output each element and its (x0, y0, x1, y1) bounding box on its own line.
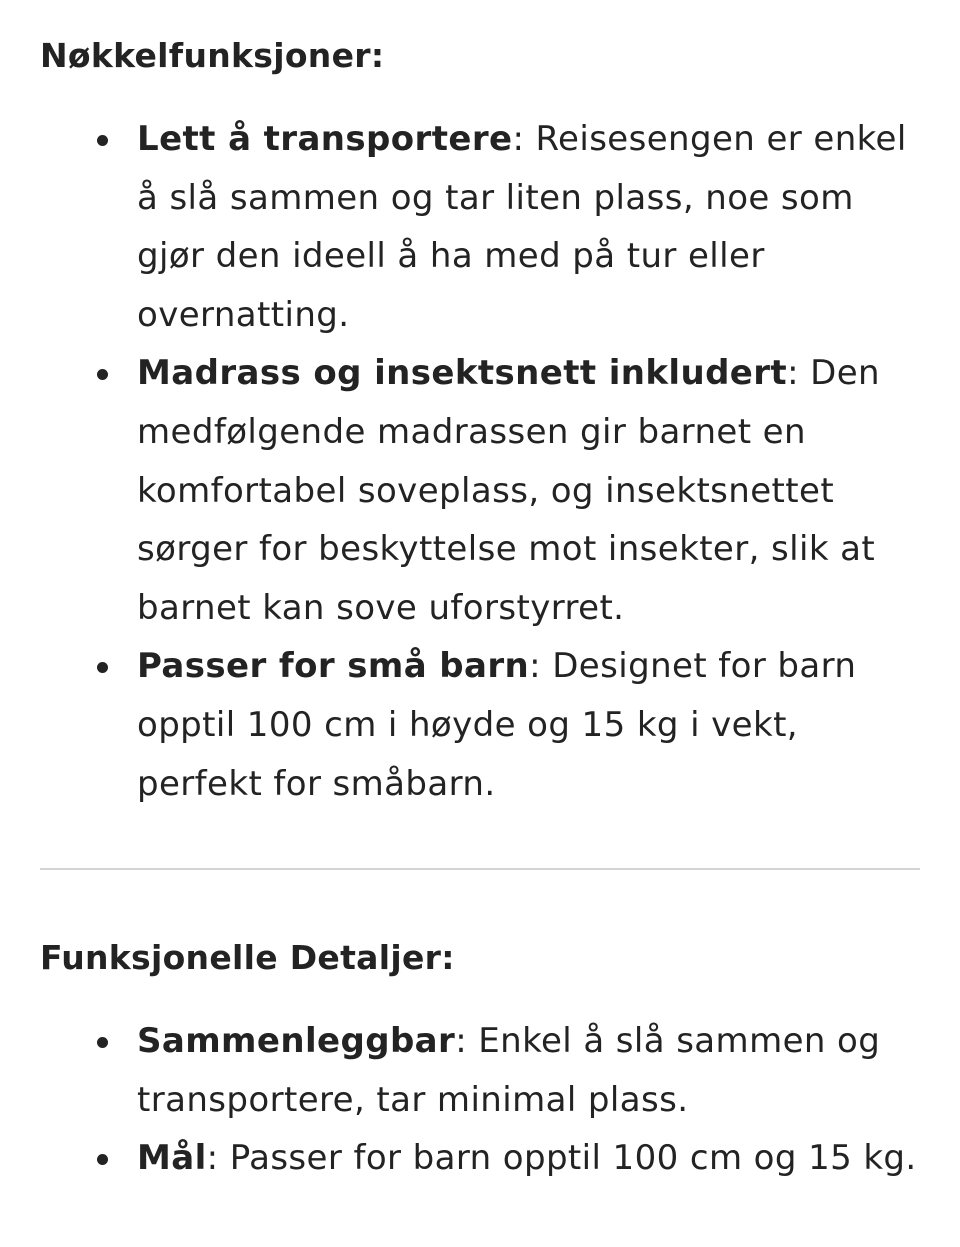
list-item (137, 1129, 927, 1188)
item-text: Reisesengen er enkel å slå sammen og tar liten plass, noe som gjør den ideell å ha med på tur eller overnatting. (137, 119, 907, 335)
section-heading-functional-details: Funksjonelle Detaljer: (40, 938, 455, 977)
section-heading-key-features: Nøkkelfunksjoner: (40, 36, 385, 75)
bullet-icon (97, 135, 108, 146)
list-item (137, 110, 927, 344)
item-text: Passer for barn opptil 100 cm og 15 kg. (218, 1138, 917, 1179)
item-separator: : (787, 353, 799, 394)
bullet-icon (97, 662, 108, 673)
item-title: Lett å transportere (137, 119, 513, 159)
item-separator: : (455, 1021, 468, 1061)
section-divider (40, 868, 920, 870)
item-title: Sammenleggbar (137, 1021, 456, 1061)
list-item (137, 637, 927, 813)
item-text: Den medfølgende madrassen gir barnet en komfortabel soveplass, og insektsnettet sørger for beskyttelse mot insekter, slik at barnet kan sove uforstyrret. (137, 353, 881, 628)
item-text: Enkel å slå sammen og transportere, tar minimal plass. (137, 1021, 881, 1120)
item-separator: : (529, 646, 542, 687)
item-title: Mål (137, 1138, 207, 1179)
item-separator: : (512, 119, 525, 159)
item-text: Designet for barn opptil 100 cm i høyde og 15 kg i vekt, perfekt for småbarn. (137, 646, 857, 804)
bullet-icon (97, 369, 108, 380)
functional-details-list (137, 1012, 927, 1188)
list-item (137, 1012, 927, 1129)
bullet-icon (97, 1154, 108, 1165)
bullet-icon (97, 1037, 108, 1048)
item-title: Passer for små barn (137, 646, 530, 687)
list-item (137, 344, 927, 637)
item-separator: : (206, 1138, 219, 1179)
item-title: Madrass og insektsnett inkludert (137, 353, 788, 394)
key-features-list (137, 110, 927, 813)
